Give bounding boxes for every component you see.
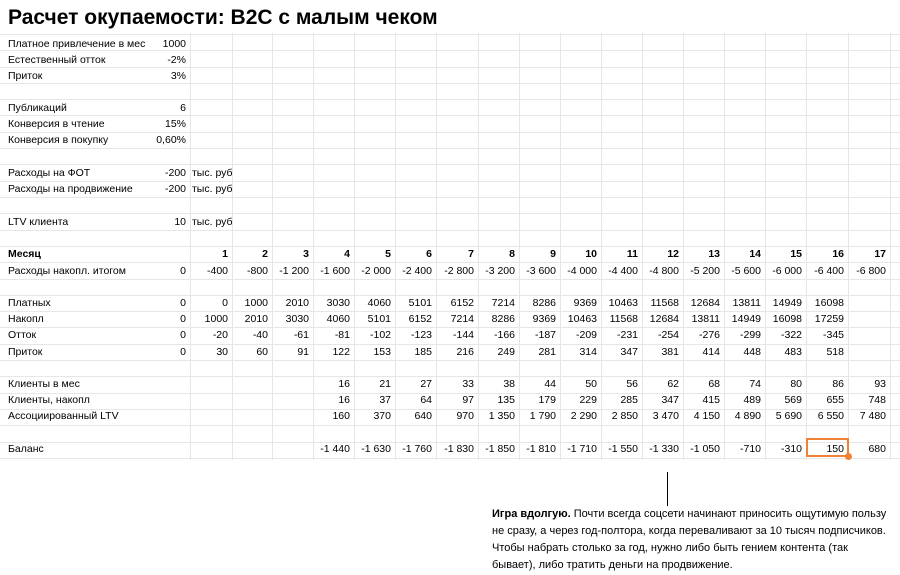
cell-value[interactable]: -710 (739, 443, 761, 455)
highlighted-cell-balance-breakeven[interactable] (806, 438, 849, 457)
cell-value[interactable]: -1 850 (485, 443, 515, 455)
cell-value[interactable]: 5 (385, 248, 391, 260)
cell-value[interactable]: -1 330 (649, 443, 679, 455)
balance-row (0, 441, 900, 457)
cell-value[interactable]: 93 (874, 378, 886, 390)
subscribers-row (0, 295, 900, 311)
cell-value[interactable]: 135 (497, 394, 515, 406)
grid-row-line (0, 425, 900, 426)
cell-value[interactable]: -3 600 (526, 265, 556, 277)
cell-value[interactable]: -61 (293, 329, 309, 341)
cell-value[interactable]: 0 (180, 346, 186, 358)
param-row (0, 100, 900, 116)
cell-value[interactable]: 8 (509, 248, 515, 260)
cell-value[interactable]: 27 (420, 378, 432, 390)
cell-value[interactable]: 414 (702, 346, 720, 358)
cell-value[interactable]: 50 (585, 378, 597, 390)
cell-value[interactable]: 4060 (326, 313, 350, 325)
row-label: LTV клиента (8, 216, 69, 228)
cell-value[interactable]: 9369 (573, 297, 597, 309)
row-label: Приток (8, 70, 43, 82)
cell-value[interactable]: -40 (252, 329, 268, 341)
annotation-note (492, 506, 892, 574)
cell-value[interactable]: 13 (708, 248, 720, 260)
cell-value[interactable]: -4 000 (567, 265, 597, 277)
cell-value[interactable]: 17 (874, 248, 886, 260)
cell-value[interactable]: 10 (585, 248, 597, 260)
cell-value[interactable]: 16 (338, 394, 350, 406)
cell-value[interactable]: -5 200 (690, 265, 720, 277)
cell-value[interactable]: 16098 (814, 297, 844, 309)
cell-value[interactable]: -1 830 (444, 443, 474, 455)
cell-value[interactable]: 483 (784, 346, 802, 358)
cell-value[interactable]: 6 550 (817, 410, 844, 422)
cell-value[interactable]: -4 800 (649, 265, 679, 277)
cell-value[interactable]: 14949 (772, 297, 802, 309)
cell-value[interactable]: 11568 (609, 313, 638, 325)
row-label: Платных (8, 297, 51, 309)
cell-value[interactable]: 655 (826, 394, 844, 406)
grid-row-line (0, 279, 900, 280)
row-label: Отток (8, 329, 37, 341)
cell-value[interactable]: 86 (832, 378, 844, 390)
cell-value[interactable]: -6 000 (772, 265, 802, 277)
param-row (0, 181, 900, 197)
cell-value[interactable]: -1 630 (361, 443, 391, 455)
grid-row-line (0, 148, 900, 149)
cell-value[interactable]: 3 (303, 248, 309, 260)
cell-value[interactable]: 4 890 (734, 410, 761, 422)
cell-value[interactable]: 16098 (772, 313, 802, 325)
cell-value[interactable]: 8286 (532, 297, 556, 309)
param-row (0, 132, 900, 148)
cell-value[interactable]: 68 (708, 378, 720, 390)
row-label: Расходы на продвижение (8, 183, 133, 195)
cell-value[interactable]: 17259 (814, 313, 844, 325)
cell-value[interactable]: 0 (180, 297, 186, 309)
cell-value[interactable]: 37 (379, 394, 391, 406)
cell-value[interactable]: 74 (749, 378, 761, 390)
note-text: Почти всегда соцсети начинают приносить ощутимую пользу не сразу, а через год-полтора, когда переваливают за 10 тысяч подписчиков. Чтобы набрать столько за год, нужно либо быть гением контента (так бывает), либо тратить деньги на продвижение. (492, 508, 887, 571)
cell-value[interactable]: 7214 (450, 313, 474, 325)
subscribers-row (0, 344, 900, 360)
cell-value[interactable]: 370 (373, 410, 391, 422)
cell-value[interactable]: 640 (414, 410, 432, 422)
cell-unit: тыс. руб (192, 167, 233, 179)
clients-row (0, 392, 900, 408)
cell-value[interactable]: 415 (702, 394, 720, 406)
cell-value[interactable]: 80 (790, 378, 802, 390)
cell-value[interactable]: -2% (167, 54, 186, 66)
row-label: Публикаций (8, 102, 67, 114)
cell-value[interactable]: 4 150 (693, 410, 720, 422)
cell-value[interactable]: -20 (212, 329, 228, 341)
cell-value[interactable]: 7 480 (859, 410, 886, 422)
cell-value[interactable]: 91 (297, 346, 309, 358)
cell-value[interactable]: 11 (626, 248, 638, 260)
cell-value[interactable]: 4060 (367, 297, 391, 309)
param-row (0, 68, 900, 84)
cell-value[interactable]: 5101 (408, 297, 432, 309)
cell-value[interactable]: 1 (222, 248, 228, 260)
cell-value[interactable]: -6 400 (814, 265, 844, 277)
cell-value[interactable]: 6 (426, 248, 432, 260)
cell-value[interactable]: 9 (550, 248, 556, 260)
cell-value[interactable]: 7214 (491, 297, 515, 309)
cell-value[interactable]: 9369 (532, 313, 556, 325)
cell-value[interactable]: -81 (334, 329, 350, 341)
cell-value[interactable]: -3 200 (485, 265, 515, 277)
cell-value[interactable]: -254 (657, 329, 679, 341)
cell-value[interactable]: 13811 (691, 313, 720, 325)
cell-value[interactable]: 12684 (649, 313, 679, 325)
cell-value[interactable]: -144 (452, 329, 474, 341)
row-label: Ассоциированный LTV (8, 410, 119, 422)
grid-row-line (0, 458, 900, 459)
cell-value[interactable]: 33 (462, 378, 474, 390)
cell-value[interactable]: 0 (180, 329, 186, 341)
cell-value[interactable]: 3030 (326, 297, 350, 309)
clients-row (0, 408, 900, 424)
month-header-row (0, 246, 900, 262)
cell-value[interactable]: -800 (246, 265, 268, 277)
cell-value[interactable]: -1 440 (320, 443, 350, 455)
cell-value[interactable]: -200 (164, 167, 186, 179)
param-row (0, 165, 900, 181)
page-title: Расчет окупаемости: B2C с малым чеком (8, 6, 438, 29)
cell-value[interactable]: 179 (538, 394, 556, 406)
cell-value[interactable]: -5 600 (731, 265, 761, 277)
subscribers-row (0, 327, 900, 343)
cell-value[interactable]: -2 400 (402, 265, 432, 277)
cell-value[interactable]: 748 (868, 394, 886, 406)
cell-value[interactable]: 62 (667, 378, 679, 390)
cell-value[interactable]: 216 (456, 346, 474, 358)
cell-value[interactable]: 1 790 (529, 410, 556, 422)
cell-unit: тыс. руб (192, 183, 233, 195)
cell-value[interactable]: 1000 (244, 297, 268, 309)
cell-value[interactable]: 314 (579, 346, 597, 358)
cell-value[interactable]: 6 (180, 102, 186, 114)
clients-row (0, 376, 900, 392)
cell-value[interactable]: -299 (739, 329, 761, 341)
cell-value[interactable]: 97 (462, 394, 474, 406)
cell-value[interactable]: -1 550 (608, 443, 638, 455)
cell-value[interactable]: 15 (790, 248, 802, 260)
cell-value[interactable]: 347 (620, 346, 638, 358)
cell-value[interactable]: 11568 (650, 297, 679, 309)
cell-value[interactable]: -123 (410, 329, 432, 341)
cell-value[interactable]: -6 800 (856, 265, 886, 277)
cell-value[interactable]: 489 (743, 394, 761, 406)
cell-value[interactable]: -1 760 (402, 443, 432, 455)
cell-value[interactable]: -166 (493, 329, 515, 341)
cell-value[interactable]: 229 (579, 394, 597, 406)
cell-value[interactable]: 3 470 (652, 410, 679, 422)
row-label: Конверсия в чтение (8, 118, 105, 130)
subscribers-row (0, 311, 900, 327)
cell-value[interactable]: 281 (538, 346, 556, 358)
cell-value[interactable]: -345 (822, 329, 844, 341)
cell-value[interactable]: -2 800 (444, 265, 474, 277)
cell-value[interactable]: -187 (534, 329, 556, 341)
cell-value[interactable]: 2 290 (570, 410, 597, 422)
cell-value[interactable]: 381 (661, 346, 679, 358)
cell-value[interactable]: 0,60% (156, 134, 186, 146)
cell-value[interactable]: 185 (414, 346, 432, 358)
cell-value[interactable]: 6152 (408, 313, 432, 325)
cell-value[interactable]: -1 050 (690, 443, 720, 455)
cell-value[interactable]: -310 (780, 443, 802, 455)
cell-value[interactable]: 680 (868, 443, 886, 455)
cell-value[interactable]: 3030 (285, 313, 309, 325)
cell-value[interactable]: 150 (826, 443, 844, 455)
cell-value[interactable]: 153 (373, 346, 391, 358)
cell-value[interactable]: 1000 (162, 38, 186, 50)
cell-value[interactable]: 5101 (367, 313, 391, 325)
cell-value[interactable]: 15% (164, 118, 186, 130)
cell-value[interactable]: 10463 (608, 297, 638, 309)
cell-value[interactable]: -2 000 (361, 265, 391, 277)
grid-row-line (0, 230, 900, 231)
cell-value[interactable]: 60 (256, 346, 268, 358)
cell-value[interactable]: 3% (170, 70, 186, 82)
cell-value[interactable]: 448 (743, 346, 761, 358)
cell-value[interactable]: 10 (174, 216, 186, 228)
row-label: Естественный отток (8, 54, 106, 66)
cell-value[interactable]: 160 (332, 410, 350, 422)
cell-value[interactable]: -1 810 (526, 443, 556, 455)
row-label: Приток (8, 346, 43, 358)
cell-value[interactable]: 30 (216, 346, 228, 358)
row-label: Расходы на ФОТ (8, 167, 91, 179)
cell-value[interactable]: 2 850 (611, 410, 638, 422)
cell-value[interactable]: -209 (575, 329, 597, 341)
cell-value[interactable]: 2010 (285, 297, 309, 309)
param-row (0, 214, 900, 230)
cell-value[interactable]: 10463 (567, 313, 597, 325)
cell-value[interactable]: 0 (180, 265, 186, 277)
callout-line (667, 472, 668, 506)
cell-value[interactable]: 2 (262, 248, 268, 260)
grid-row-line (0, 197, 900, 198)
row-label: Расходы накопл. итогом (8, 265, 126, 277)
cell-value[interactable]: -322 (780, 329, 802, 341)
selection-handle[interactable] (845, 453, 852, 460)
row-label: Клиенты, накопл (8, 394, 90, 406)
cell-value[interactable]: 1 350 (488, 410, 515, 422)
cell-value[interactable]: 56 (626, 378, 638, 390)
cell-value[interactable]: 14 (749, 248, 761, 260)
cell-value[interactable]: 16 (338, 378, 350, 390)
cell-value[interactable]: 12 (667, 248, 679, 260)
cell-value[interactable]: 285 (620, 394, 638, 406)
row-label: Накопл (8, 313, 44, 325)
cell-value[interactable]: 0 (222, 297, 228, 309)
param-row (0, 116, 900, 132)
cell-value[interactable]: -1 600 (320, 265, 350, 277)
cell-value[interactable]: -276 (698, 329, 720, 341)
row-label: Баланс (8, 443, 44, 455)
cell-value[interactable]: 347 (661, 394, 679, 406)
row-label: Клиенты в мес (8, 378, 80, 390)
cell-value[interactable]: 12684 (690, 297, 720, 309)
cell-value[interactable]: 518 (826, 346, 844, 358)
cell-value[interactable]: -1 710 (567, 443, 597, 455)
cell-value[interactable]: 6152 (450, 297, 474, 309)
grid-row-line (0, 34, 900, 35)
cell-value[interactable]: -102 (369, 329, 391, 341)
cell-value[interactable]: 569 (784, 394, 802, 406)
cell-value[interactable]: 4 (344, 248, 350, 260)
cell-value[interactable]: 1000 (204, 313, 228, 325)
cell-value[interactable]: 122 (332, 346, 350, 358)
cell-value[interactable]: 16 (832, 248, 844, 260)
cell-value[interactable]: -231 (616, 329, 638, 341)
cell-value[interactable]: -1 200 (279, 265, 309, 277)
cell-value[interactable]: 64 (420, 394, 432, 406)
cell-value[interactable]: 0 (180, 313, 186, 325)
cell-value[interactable]: 8286 (491, 313, 515, 325)
param-row (0, 36, 900, 52)
cell-value[interactable]: 13811 (732, 297, 761, 309)
cell-value[interactable]: -4 400 (608, 265, 638, 277)
cell-value[interactable]: 5 690 (775, 410, 802, 422)
param-row (0, 52, 900, 68)
row-label: Конверсия в покупку (8, 134, 109, 146)
cell-value[interactable]: -400 (206, 265, 228, 277)
expenses-row (0, 263, 900, 279)
cell-value[interactable]: 38 (503, 378, 515, 390)
cell-unit: тыс. руб (192, 216, 233, 228)
cell-value[interactable]: -200 (164, 183, 186, 195)
cell-value[interactable]: 7 (468, 248, 474, 260)
grid-row-line (0, 360, 900, 361)
cell-value[interactable]: 14949 (731, 313, 761, 325)
cell-value[interactable]: 970 (456, 410, 474, 422)
note-bold: Игра вдолгую. (492, 508, 571, 520)
row-label: Месяц (8, 248, 41, 260)
cell-value[interactable]: 2010 (244, 313, 268, 325)
cell-value[interactable]: 21 (379, 378, 391, 390)
row-label: Платное привлечение в мес (8, 38, 146, 50)
cell-value[interactable]: 44 (544, 378, 556, 390)
cell-value[interactable]: 249 (497, 346, 515, 358)
